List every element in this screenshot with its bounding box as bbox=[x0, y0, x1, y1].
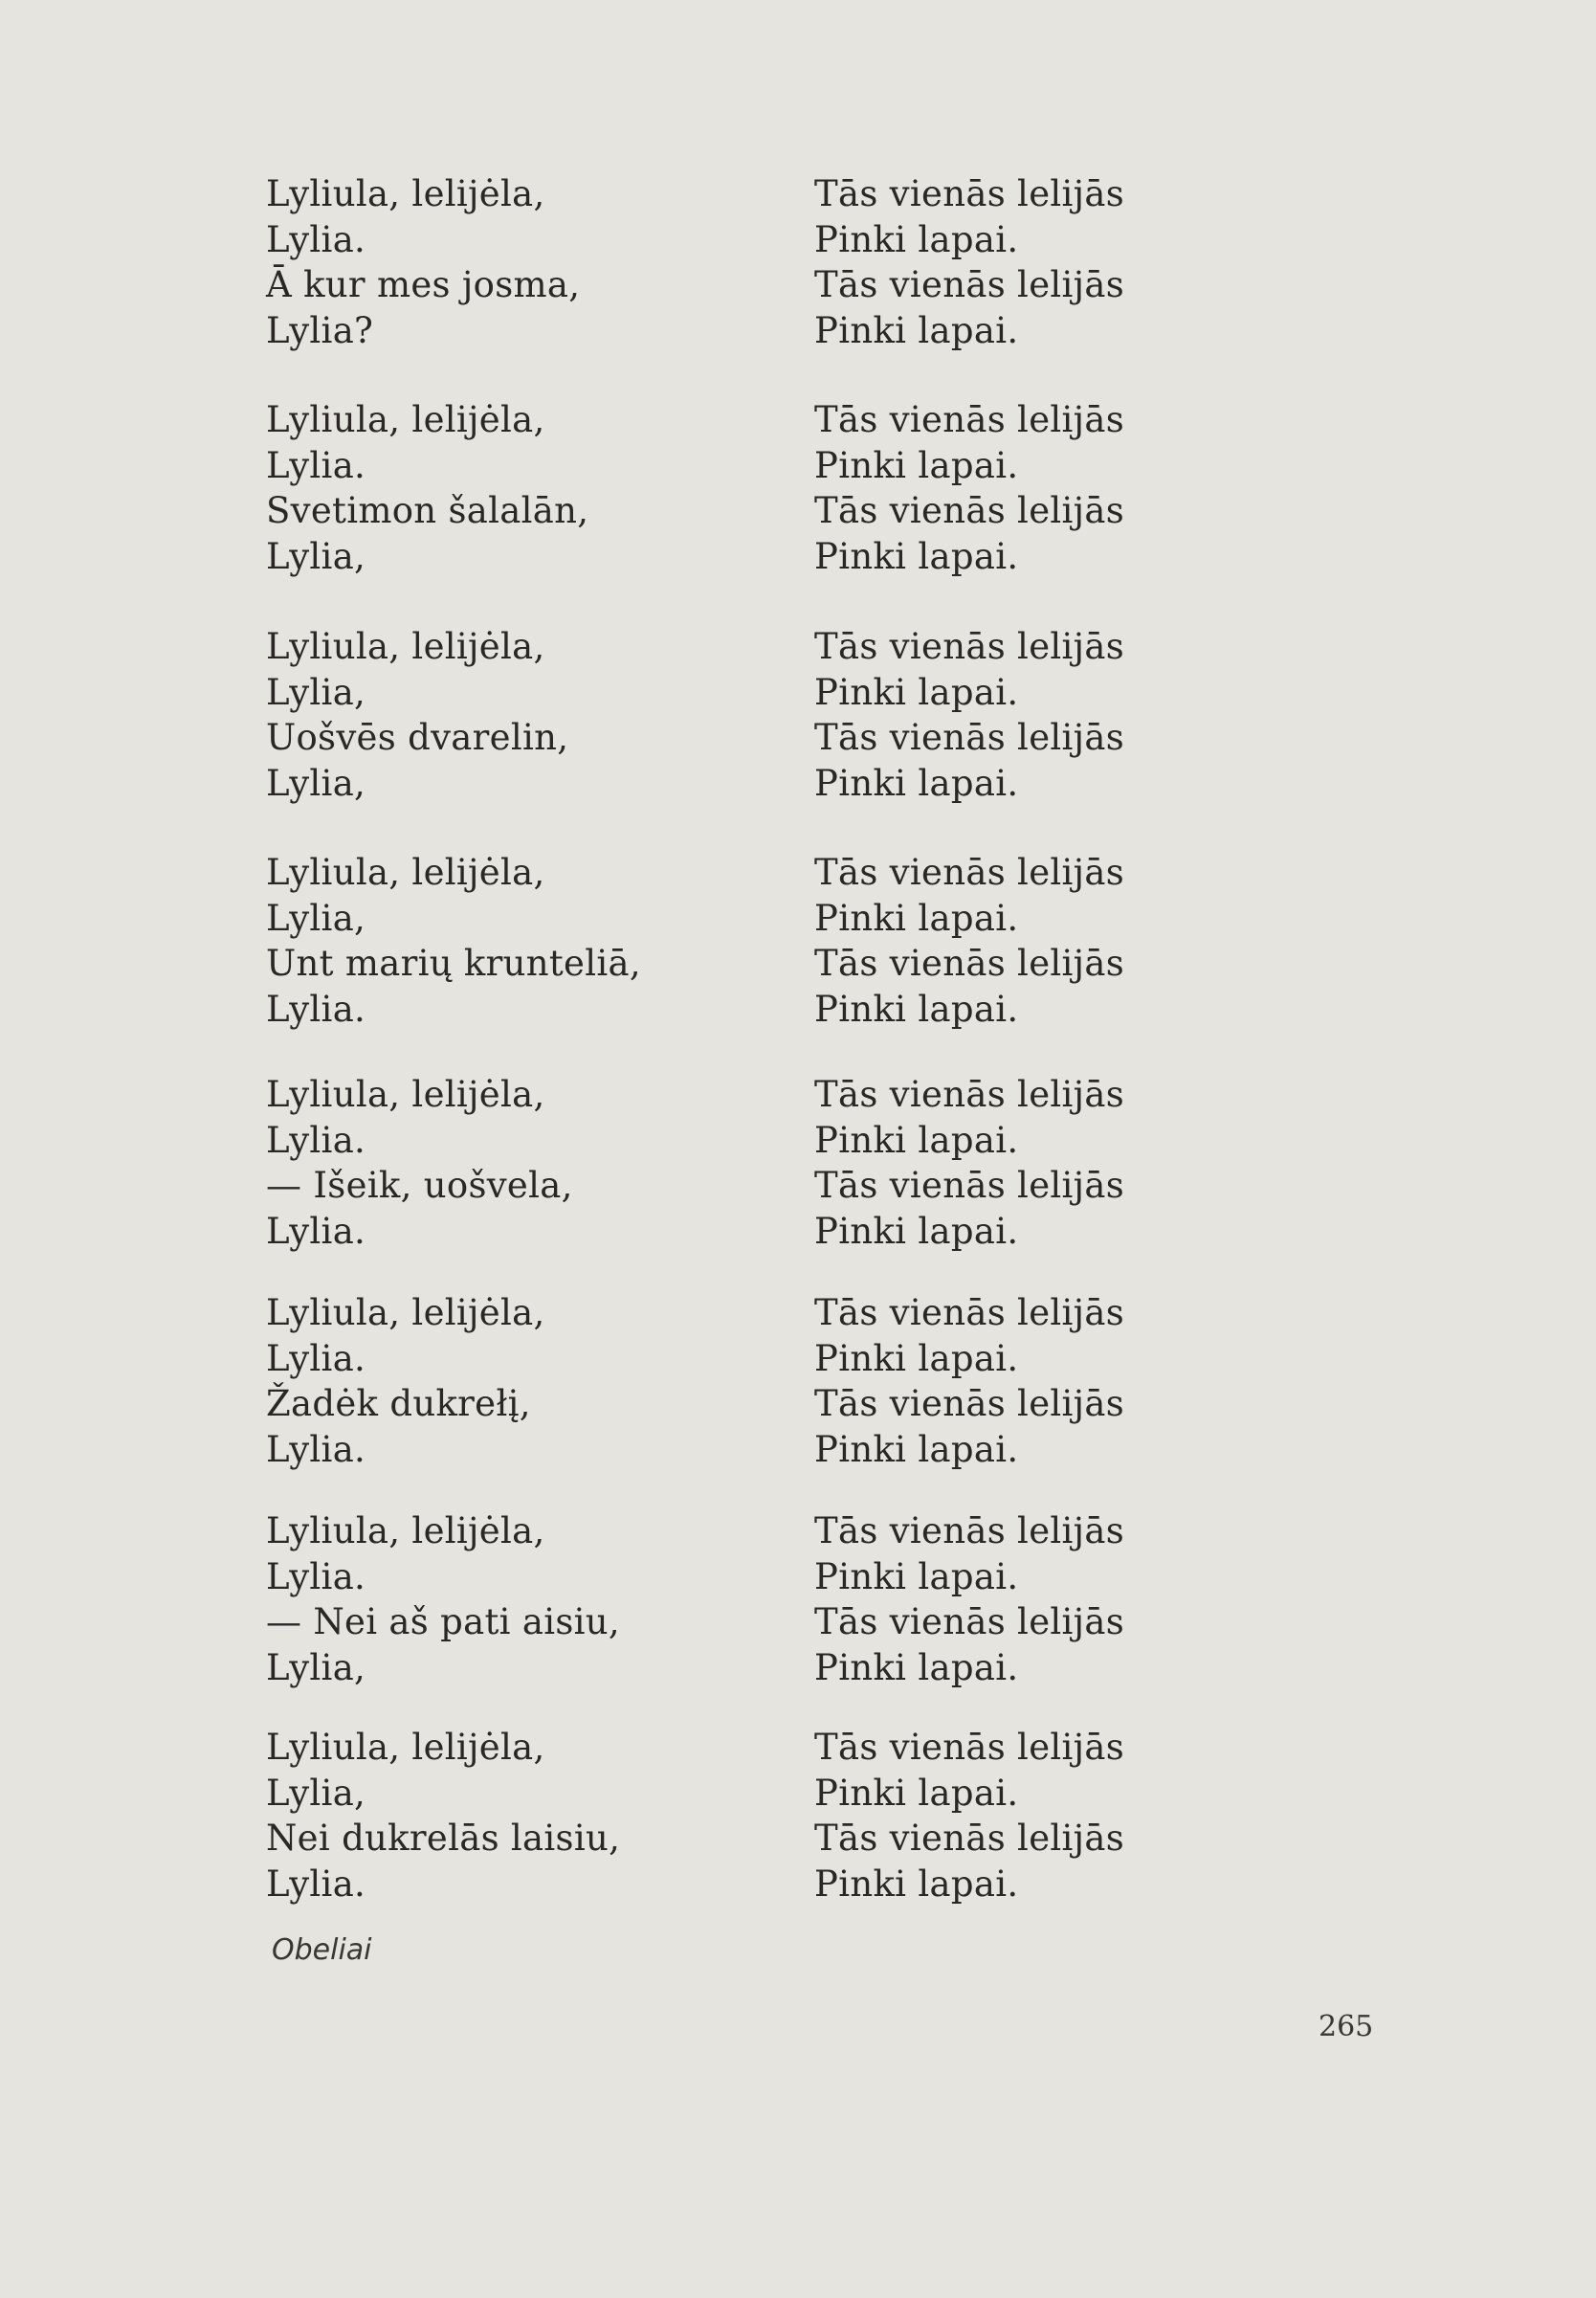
refrain-line: Pinki lapai. bbox=[814, 1428, 1019, 1470]
page-number: 265 bbox=[1319, 2010, 1374, 2043]
verse-line: Lylia. bbox=[266, 988, 366, 1030]
verse-line: Nei dukrelās laisiu, bbox=[266, 1818, 621, 1859]
refrain-line: Pinki lapai. bbox=[814, 1337, 1019, 1379]
refrain-line: Pinki lapai. bbox=[814, 1863, 1019, 1905]
verse-line: Lylia. bbox=[266, 1119, 366, 1161]
verse-line: Svetimon šalalān, bbox=[266, 490, 589, 531]
verse-line: Lylia. bbox=[266, 1428, 366, 1470]
stanza-7-right bbox=[814, 1508, 1124, 1690]
stanza-5-right bbox=[814, 1072, 1124, 1254]
refrain-line: Pinki lapai. bbox=[814, 309, 1019, 351]
verse-line: Lylia? bbox=[266, 309, 374, 351]
refrain-line: Pinki lapai. bbox=[814, 671, 1019, 713]
stanza-2-right bbox=[814, 397, 1124, 579]
stanza-1-right bbox=[814, 171, 1124, 353]
verse-line: Lyliula, lelijėla, bbox=[266, 399, 545, 440]
refrain-line: Tās vienās lelijās bbox=[814, 264, 1125, 305]
stanza-5-left bbox=[266, 1072, 573, 1254]
refrain-line: Tās vienās lelijās bbox=[814, 1074, 1125, 1115]
verse-line: — Nei aš pati aisiu, bbox=[266, 1601, 620, 1642]
verse-line: Lylia. bbox=[266, 1337, 366, 1379]
refrain-line: Tās vienās lelijās bbox=[814, 1383, 1125, 1424]
verse-line: Lyliula, lelijėla, bbox=[266, 1510, 545, 1551]
stanza-4-right bbox=[814, 850, 1124, 1032]
verse-line: Lylia. bbox=[266, 1863, 366, 1905]
verse-line: Lylia, bbox=[266, 1772, 366, 1814]
refrain-line: Pinki lapai. bbox=[814, 1772, 1019, 1814]
refrain-line: Pinki lapai. bbox=[814, 218, 1019, 260]
verse-line: Lylia. bbox=[266, 444, 366, 486]
refrain-line: Pinki lapai. bbox=[814, 762, 1019, 804]
refrain-line: Pinki lapai. bbox=[814, 988, 1019, 1030]
verse-line: Lylia, bbox=[266, 1646, 366, 1688]
refrain-line: Tās vienās lelijās bbox=[814, 717, 1125, 758]
verse-line: — Išeik, uošvela, bbox=[266, 1165, 573, 1206]
verse-line: Lyliula, lelijėla, bbox=[266, 1292, 545, 1333]
stanza-4-left bbox=[266, 850, 641, 1032]
refrain-line: Tās vienās lelijās bbox=[814, 943, 1125, 984]
stanza-2-left bbox=[266, 397, 588, 579]
stanza-3-left bbox=[266, 624, 568, 806]
place-attribution: Obeliai bbox=[272, 1933, 372, 1967]
verse-line: Lylia. bbox=[266, 218, 366, 260]
verse-line: Lyliula, lelijėla, bbox=[266, 626, 545, 667]
verse-line: Lylia. bbox=[266, 1210, 366, 1252]
verse-line: Lylia, bbox=[266, 535, 366, 577]
verse-line: Unt marių krunteliā, bbox=[266, 943, 641, 984]
stanza-6-right bbox=[814, 1290, 1124, 1472]
verse-line: Žadėk dukrełį, bbox=[266, 1383, 531, 1424]
verse-line: Uošvēs dvarelin, bbox=[266, 717, 569, 758]
refrain-line: Tās vienās lelijās bbox=[814, 626, 1125, 667]
refrain-line: Tās vienās lelijās bbox=[814, 852, 1125, 893]
refrain-line: Tās vienās lelijās bbox=[814, 490, 1125, 531]
refrain-line: Pinki lapai. bbox=[814, 444, 1019, 486]
refrain-line: Tās vienās lelijās bbox=[814, 173, 1125, 214]
refrain-line: Tās vienās lelijās bbox=[814, 1292, 1125, 1333]
refrain-line: Tās vienās lelijās bbox=[814, 1601, 1125, 1642]
stanza-7-left bbox=[266, 1508, 620, 1690]
verse-line: Ā kur mes josma, bbox=[266, 264, 581, 305]
refrain-line: Pinki lapai. bbox=[814, 1119, 1019, 1161]
verse-line: Lyliula, lelijėla, bbox=[266, 1074, 545, 1115]
refrain-line: Tās vienās lelijās bbox=[814, 1818, 1125, 1859]
refrain-line: Tās vienās lelijās bbox=[814, 399, 1125, 440]
verse-line: Lylia, bbox=[266, 897, 366, 939]
verse-line: Lyliula, lelijėla, bbox=[266, 1727, 545, 1768]
stanza-6-left bbox=[266, 1290, 545, 1472]
verse-line: Lyliula, lelijėla, bbox=[266, 173, 545, 214]
verse-line: Lylia, bbox=[266, 762, 366, 804]
verse-line: Lylia, bbox=[266, 671, 366, 713]
verse-line: Lylia. bbox=[266, 1555, 366, 1597]
refrain-line: Tās vienās lelijās bbox=[814, 1165, 1125, 1206]
refrain-line: Tās vienās lelijās bbox=[814, 1727, 1125, 1768]
stanza-8-left bbox=[266, 1725, 620, 1907]
verse-line: Lyliula, lelijėla, bbox=[266, 852, 545, 893]
refrain-line: Pinki lapai. bbox=[814, 535, 1019, 577]
refrain-line: Pinki lapai. bbox=[814, 1210, 1019, 1252]
refrain-line: Pinki lapai. bbox=[814, 897, 1019, 939]
stanza-8-right bbox=[814, 1725, 1124, 1907]
stanza-1-left bbox=[266, 171, 580, 353]
stanza-3-right bbox=[814, 624, 1124, 806]
refrain-line: Pinki lapai. bbox=[814, 1555, 1019, 1597]
refrain-line: Tās vienās lelijās bbox=[814, 1510, 1125, 1551]
refrain-line: Pinki lapai. bbox=[814, 1646, 1019, 1688]
